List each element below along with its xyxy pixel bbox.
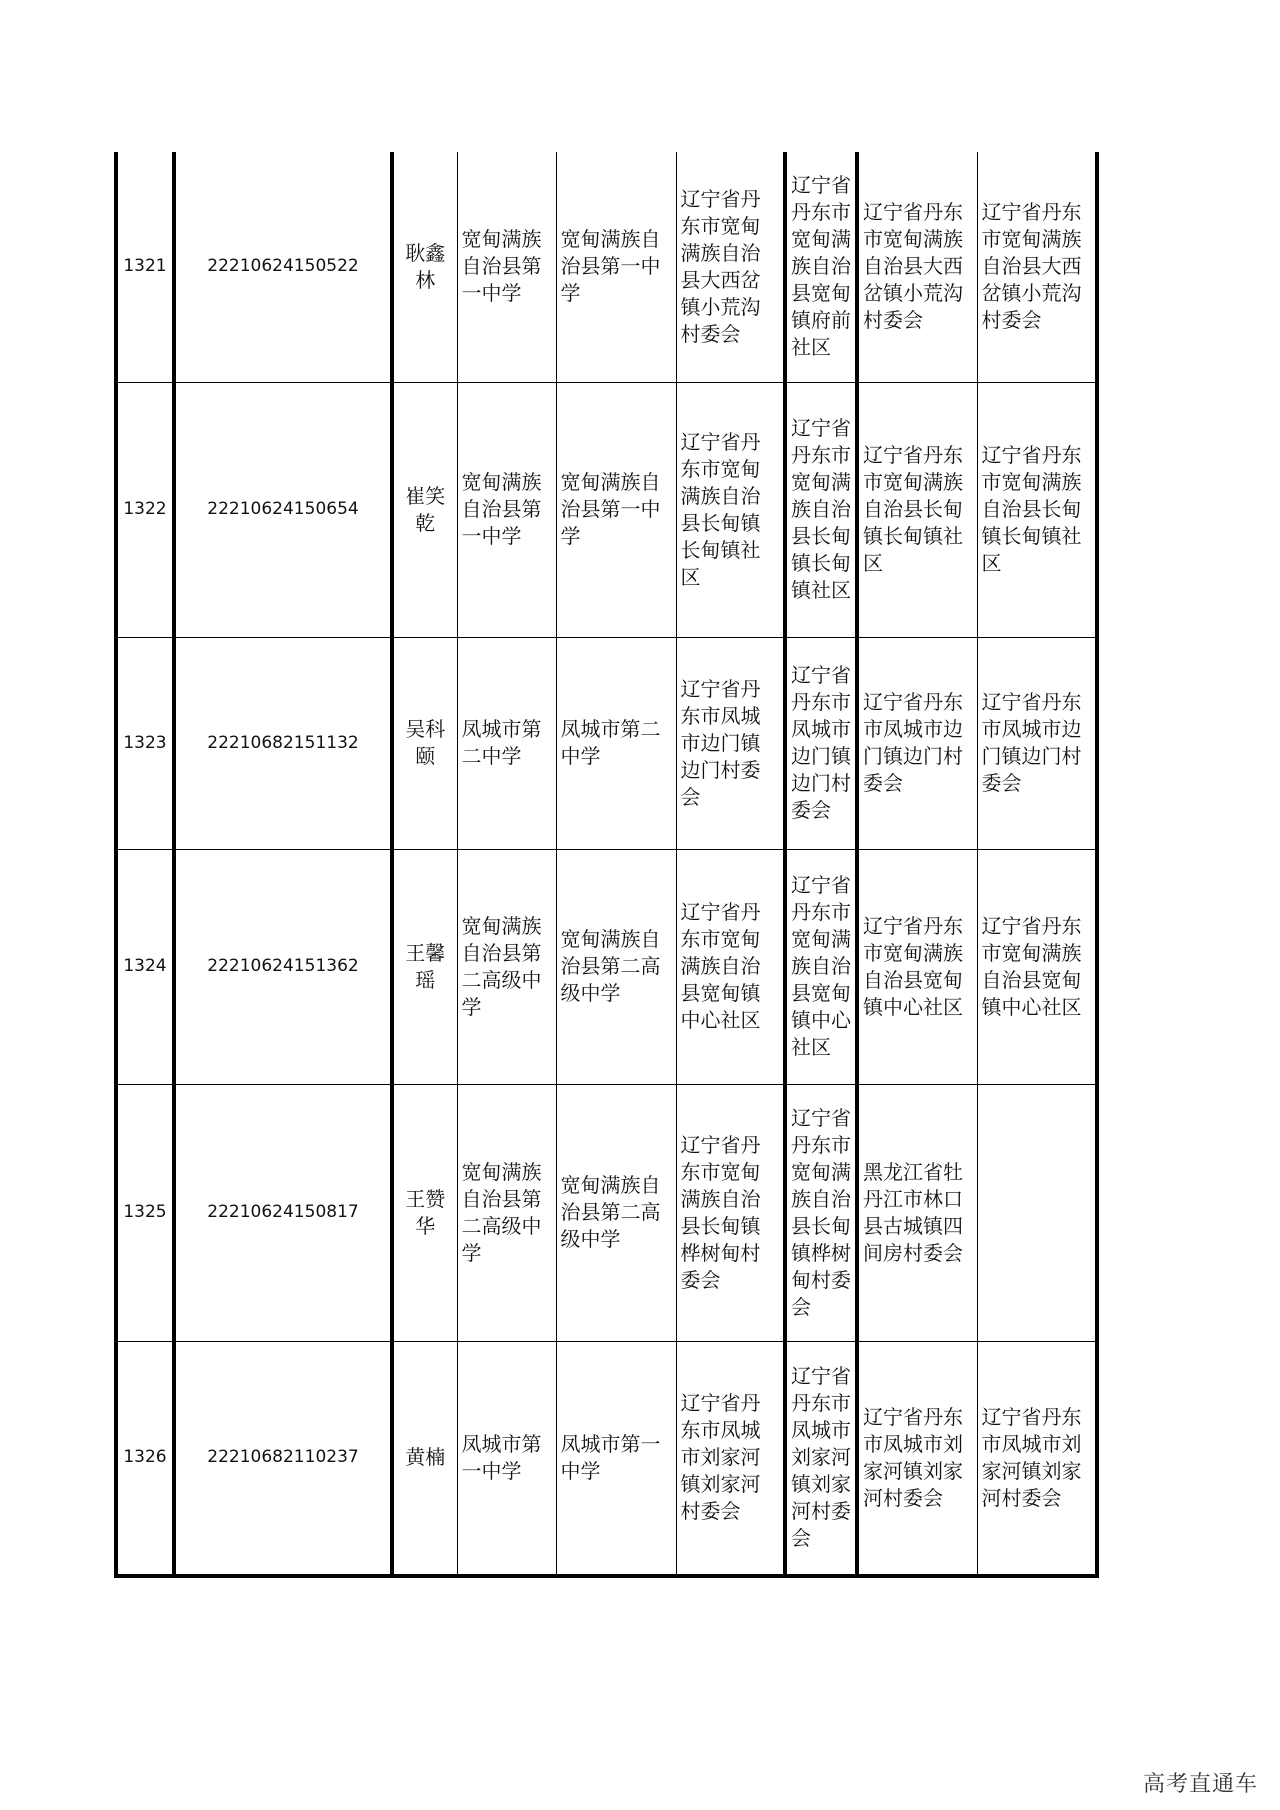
cell-guardian-address: 黑龙江省牡丹江市林口县古城镇四间房村委会: [857, 1084, 977, 1341]
table-row: [116, 1341, 1097, 1576]
cell-household-address: 辽宁省丹东市凤城市刘家河镇刘家河村委会: [676, 1341, 785, 1576]
cell-exam-id: 22210682110237: [174, 1341, 392, 1576]
cell-student-name: 耿鑫林: [392, 152, 457, 382]
table-row: [116, 382, 1097, 637]
cell-guardian-address: 辽宁省丹东市凤城市边门镇边门村委会: [857, 637, 977, 849]
cell-school: 宽甸满族自治县第一中学: [457, 152, 556, 382]
cell-school: 凤城市第二中学: [457, 637, 556, 849]
cell-school: 宽甸满族自治县第一中学: [457, 382, 556, 637]
cell-household-address: 辽宁省丹东市凤城市边门镇边门村委会: [676, 637, 785, 849]
cell-residence-address: 辽宁省丹东市宽甸满族自治县长甸镇长甸镇社区: [977, 382, 1097, 637]
table-body: [116, 152, 1097, 1576]
cell-residence-address: 辽宁省丹东市凤城市刘家河镇刘家河村委会: [977, 1341, 1097, 1576]
cell-residence-address: 辽宁省丹东市宽甸满族自治县宽甸镇中心社区: [977, 849, 1097, 1084]
cell-student-name: 崔笑乾: [392, 382, 457, 637]
cell-graduation-school: 凤城市第二中学: [556, 637, 676, 849]
cell-number: 1321: [116, 152, 174, 382]
cell-graduation-school: 宽甸满族自治县第一中学: [556, 152, 676, 382]
cell-exam-id: 22210624151362: [174, 849, 392, 1084]
cell-school: 凤城市第一中学: [457, 1341, 556, 1576]
cell-school: 宽甸满族自治县第二高级中学: [457, 849, 556, 1084]
cell-parent-household-address: 辽宁省丹东市宽甸满族自治县宽甸镇中心社区: [785, 849, 857, 1084]
cell-residence-address: 辽宁省丹东市宽甸满族自治县大西岔镇小荒沟村委会: [977, 152, 1097, 382]
cell-household-address: 辽宁省丹东市宽甸满族自治县长甸镇桦树甸村委会: [676, 1084, 785, 1341]
cell-school: 宽甸满族自治县第二高级中学: [457, 1084, 556, 1341]
cell-graduation-school: 宽甸满族自治县第一中学: [556, 382, 676, 637]
cell-number: 1323: [116, 637, 174, 849]
cell-exam-id: 22210624150522: [174, 152, 392, 382]
cell-guardian-address: 辽宁省丹东市宽甸满族自治县长甸镇长甸镇社区: [857, 382, 977, 637]
cell-guardian-address: 辽宁省丹东市宽甸满族自治县大西岔镇小荒沟村委会: [857, 152, 977, 382]
watermark-text: 高考直通车: [1142, 1772, 1258, 1797]
cell-student-name: 王赞华: [392, 1084, 457, 1341]
cell-number: 1325: [116, 1084, 174, 1341]
cell-student-name: 王馨瑶: [392, 849, 457, 1084]
cell-household-address: 辽宁省丹东市宽甸满族自治县大西岔镇小荒沟村委会: [676, 152, 785, 382]
cell-number: 1322: [116, 382, 174, 637]
table-row: [116, 849, 1097, 1084]
cell-parent-household-address: 辽宁省丹东市凤城市刘家河镇刘家河村委会: [785, 1341, 857, 1576]
cell-student-name: 吴科颐: [392, 637, 457, 849]
cell-parent-household-address: 辽宁省丹东市宽甸满族自治县长甸镇桦树甸村委会: [785, 1084, 857, 1341]
cell-parent-household-address: 辽宁省丹东市宽甸满族自治县长甸镇长甸镇社区: [785, 382, 857, 637]
table-row: [116, 637, 1097, 849]
cell-residence-address: [977, 1084, 1097, 1341]
cell-parent-household-address: 辽宁省丹东市凤城市边门镇边门村委会: [785, 637, 857, 849]
cell-graduation-school: 凤城市第一中学: [556, 1341, 676, 1576]
cell-exam-id: 22210682151132: [174, 637, 392, 849]
cell-student-name: 黄楠: [392, 1341, 457, 1576]
cell-graduation-school: 宽甸满族自治县第二高级中学: [556, 1084, 676, 1341]
cell-guardian-address: 辽宁省丹东市凤城市刘家河镇刘家河村委会: [857, 1341, 977, 1576]
cell-number: 1324: [116, 849, 174, 1084]
cell-residence-address: 辽宁省丹东市凤城市边门镇边门村委会: [977, 637, 1097, 849]
cell-number: 1326: [116, 1341, 174, 1576]
cell-exam-id: 22210624150654: [174, 382, 392, 637]
table-row: [116, 152, 1097, 382]
cell-household-address: 辽宁省丹东市宽甸满族自治县宽甸镇中心社区: [676, 849, 785, 1084]
cell-graduation-school: 宽甸满族自治县第二高级中学: [556, 849, 676, 1084]
table-row: [116, 1084, 1097, 1341]
student-table: [114, 152, 1099, 1578]
cell-household-address: 辽宁省丹东市宽甸满族自治县长甸镇长甸镇社区: [676, 382, 785, 637]
cell-exam-id: 22210624150817: [174, 1084, 392, 1341]
cell-parent-household-address: 辽宁省丹东市宽甸满族自治县宽甸镇府前社区: [785, 152, 857, 382]
cell-guardian-address: 辽宁省丹东市宽甸满族自治县宽甸镇中心社区: [857, 849, 977, 1084]
